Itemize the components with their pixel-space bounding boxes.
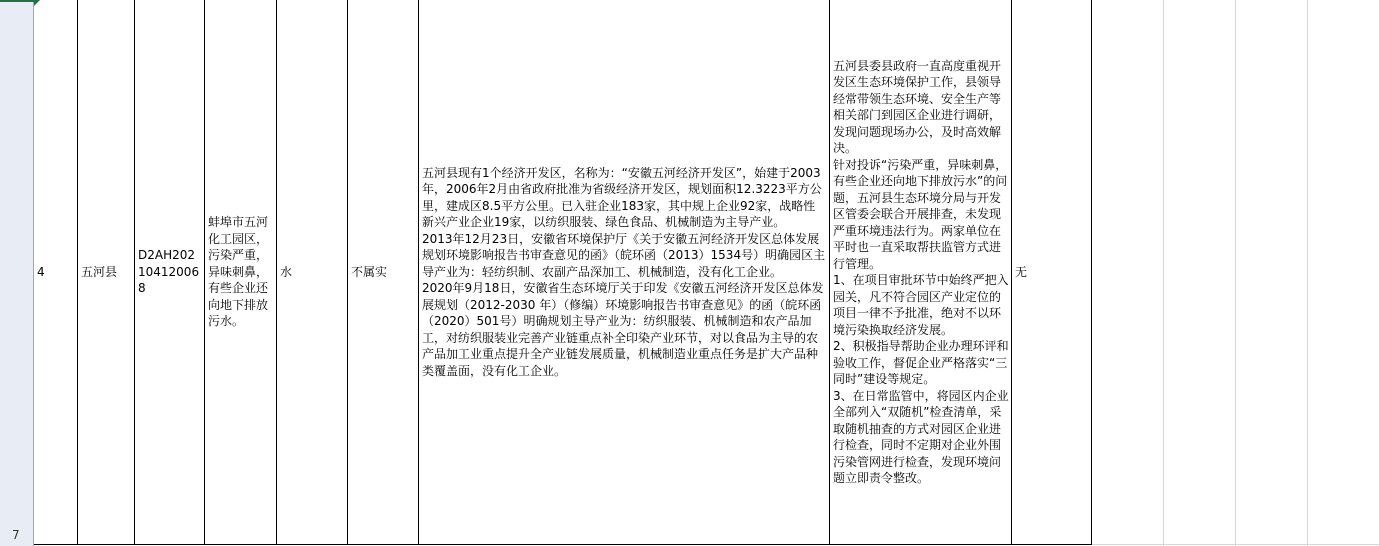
cell-county[interactable]: 五河县 <box>78 0 135 544</box>
gridline <box>1092 544 1380 545</box>
selection-marker <box>0 0 34 2</box>
empty-cell[interactable] <box>1236 0 1308 546</box>
cell-case-code[interactable]: D2AH202104120068 <box>135 0 205 544</box>
cell-accountability[interactable]: 无 <box>1012 0 1092 544</box>
row-border <box>34 544 1092 545</box>
cell-verdict[interactable]: 不属实 <box>348 0 419 544</box>
empty-cell[interactable] <box>1164 0 1236 546</box>
empty-cell[interactable] <box>1308 0 1380 546</box>
empty-cell[interactable] <box>1092 0 1164 546</box>
row-header[interactable] <box>0 0 34 546</box>
cell-complaint[interactable]: 蚌埠市五河化工园区，污染严重，异味刺鼻，有些企业还向地下排放污水。 <box>205 0 277 544</box>
cell-investigation[interactable]: 五河县现有1个经济开发区，名称为：“安徽五河经济开发区”，始建于2003年，2006年2月由省政府批准为省级经济开发区，规划面积12.3223平方公里，建成区8.5平方公里。已入驻企业183家，其中规上企业92家，战略性新兴产业企业19家，以纺织服装、绿色食品、机械制造为主导产业。 2013年12月23日，安徽省环境保护厅《关于安徽五河经济开发区总体发展规划环境影响报告书审查意见的函》（皖环函（2013）1534号）明确园区主导产业为：轻纺织制、农副产品深加工、机械制造，没有化工企业。 2020年9月18日，安徽省生态环境厅关于印发《安徽五河经济开发区总体发展规划（2012-2030 年）（修编）环境影响报告书审查意见》的函（皖环函（2020）501号）明确规划主导产业为：纺织服装、机械制造和农产品加工，对纺织服装业完善产业链重点补全印染产业环节，对以食品为主导的农产品加工业重点提升全产业链发展质量，机械制造业重点任务是扩大产品种类覆盖面，没有化工企业。 <box>419 0 830 544</box>
cell-index[interactable]: 4 <box>34 0 78 544</box>
row-number: 7 <box>12 528 20 542</box>
cell-measures[interactable]: 五河县委县政府一直高度重视开发区生态环境保护工作，县领导经常带领生态环境、安全生产等相关部门到园区企业进行调研，发现问题现场办公，及时高效解决。 针对投诉“污染严重，异味刺鼻，有些企业还向地下排放污水”的问题，五河县生态环境分局与开发区管委会联合开展排查，未发现严重环境违法行为。两家单位在平时也一直采取帮扶监管方式进行管理。 1、在项目审批环节中始终严把入园关，凡不符合园区产业定位的项目一律不予批准，绝对不以环境污染换取经济发展。 2、积极指导帮助企业办理环评和验收工作，督促企业严格落实“三同时”建设等规定。 3、在日常监管中，将园区内企业全部列入“双随机”检查清单，采取随机抽查的方式对园区企业进行检查，同时不定期对企业外围污染管网进行检查，发现环境问题立即责令整改。 <box>830 0 1012 544</box>
cell-pollution-type[interactable]: 水 <box>277 0 348 544</box>
